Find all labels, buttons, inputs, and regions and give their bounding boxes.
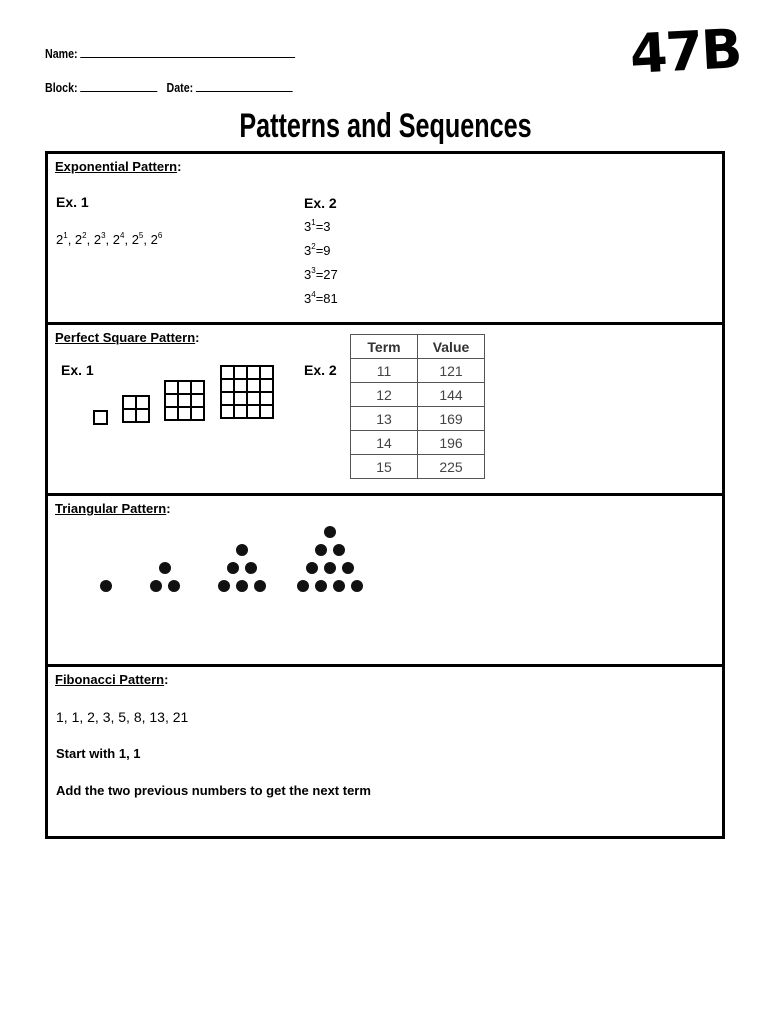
exponential-ex2-label: Ex. 2 (304, 195, 337, 211)
triangle-dot (324, 526, 336, 538)
square-grid (122, 395, 150, 423)
grid-cell (191, 407, 204, 420)
name-label: Name: (45, 46, 78, 61)
perfect-square-section (48, 325, 722, 496)
triangle-dot (324, 562, 336, 574)
table-cell: 13 (351, 407, 418, 431)
triangle-dot (333, 544, 345, 556)
triangle-dot (351, 580, 363, 592)
exponent-line: $3^1=3$ (304, 218, 331, 234)
grid-cell (123, 409, 136, 422)
grid-cell (234, 392, 247, 405)
perfect-square-ex2-label: Ex. 2 (304, 362, 337, 378)
grid-cell (260, 392, 273, 405)
table-header: Value (418, 335, 485, 359)
triangle-dot (315, 544, 327, 556)
worksheet (45, 151, 725, 839)
triangle-dot (254, 580, 266, 592)
grid-cell (234, 405, 247, 418)
term-value-table (350, 334, 485, 479)
block-blank[interactable] (81, 80, 158, 92)
date-blank[interactable] (196, 80, 293, 92)
grid-cell (221, 379, 234, 392)
table-cell: 12 (351, 383, 418, 407)
grid-cell (178, 381, 191, 394)
block-label: Block: (45, 80, 78, 95)
grid-cell (247, 379, 260, 392)
table-row (351, 359, 485, 383)
square-grid (93, 410, 108, 425)
grid-cell (191, 394, 204, 407)
fibonacci-section (48, 667, 722, 836)
exponential-section (48, 154, 722, 325)
table-cell: 144 (418, 383, 485, 407)
exponential-heading: Exponential Pattern: (55, 159, 182, 174)
grid-cell (221, 405, 234, 418)
grid-cell (165, 394, 178, 407)
table-cell: 196 (418, 431, 485, 455)
exponential-ex1-label: Ex. 1 (56, 194, 89, 210)
grid-cell (260, 379, 273, 392)
grid-cell (234, 379, 247, 392)
triangle-dot (297, 580, 309, 592)
table-cell: 11 (351, 359, 418, 383)
table-header: Term (351, 335, 418, 359)
square-grid (164, 380, 205, 421)
triangle-dot (245, 562, 257, 574)
grid-cell (178, 407, 191, 420)
triangle-dot (306, 562, 318, 574)
date-label: Date: (166, 80, 194, 95)
grid-cell (247, 366, 260, 379)
grid-cell (178, 394, 191, 407)
table-cell: 225 (418, 455, 485, 479)
page-title: Patterns and Sequences (238, 107, 532, 145)
exponent-line: $3^4=81$ (304, 290, 338, 306)
triangular-section (48, 496, 722, 667)
grid-cell (260, 366, 273, 379)
fibonacci-heading: Fibonacci Pattern: (55, 672, 169, 687)
square-grid (220, 365, 274, 419)
table-row (351, 455, 485, 479)
exponent-term: $2^4$ (112, 231, 125, 247)
exponent-term: $2^6$ (150, 231, 163, 247)
exponent-term: $2^5$ (131, 231, 144, 247)
grid-cell (136, 409, 149, 422)
grid-cell (136, 396, 149, 409)
fibonacci-start: Start with 1, 1 (56, 746, 141, 761)
grid-cell (247, 405, 260, 418)
triangle-dot (168, 580, 180, 592)
triangle-dot (150, 580, 162, 592)
table-row (351, 407, 485, 431)
triangle-dot (227, 562, 239, 574)
triangle-dot (159, 562, 171, 574)
grid-cell (221, 366, 234, 379)
table-row (351, 431, 485, 455)
triangle-dot (236, 544, 248, 556)
name-blank[interactable] (81, 46, 296, 58)
triangle-dot (333, 580, 345, 592)
table-cell: 14 (351, 431, 418, 455)
perfect-square-ex1-label: Ex. 1 (61, 362, 94, 378)
triangle-dot (100, 580, 112, 592)
exponent-term: $2^1$ (56, 231, 68, 247)
grid-cell (221, 392, 234, 405)
grid-cell (247, 392, 260, 405)
block-date-line (45, 80, 293, 95)
exponent-line: $3^3=27$ (304, 266, 338, 282)
table-cell: 121 (418, 359, 485, 383)
table-row (351, 383, 485, 407)
grid-cell (94, 411, 107, 424)
grid-cell (260, 405, 273, 418)
triangle-dot (236, 580, 248, 592)
table-cell: 169 (418, 407, 485, 431)
fibonacci-sequence: 1, 1, 2, 3, 5, 8, 13, 21 (56, 709, 189, 725)
grid-cell (165, 381, 178, 394)
exponent-term: $2^2$ (74, 231, 87, 247)
exponent-line: $3^2=9$ (304, 242, 331, 258)
grid-cell (191, 381, 204, 394)
grid-cell (234, 366, 247, 379)
grid-cell (123, 396, 136, 409)
triangle-dot (218, 580, 230, 592)
logo: 47B (628, 17, 742, 86)
triangle-dot (342, 562, 354, 574)
name-line (45, 46, 295, 61)
perfect-square-heading: Perfect Square Pattern: (55, 330, 200, 345)
triangular-heading: Triangular Pattern: (55, 501, 171, 516)
exponent-term: $2^3$ (93, 231, 106, 247)
exponential-ex1-terms: $2^1$, $2^2$, $2^3$, $2^4$, $2^5$, $2^6$ (56, 231, 163, 247)
grid-cell (165, 407, 178, 420)
fibonacci-rule: Add the two previous numbers to get the next term (56, 783, 371, 798)
triangle-dot (315, 580, 327, 592)
table-cell: 15 (351, 455, 418, 479)
